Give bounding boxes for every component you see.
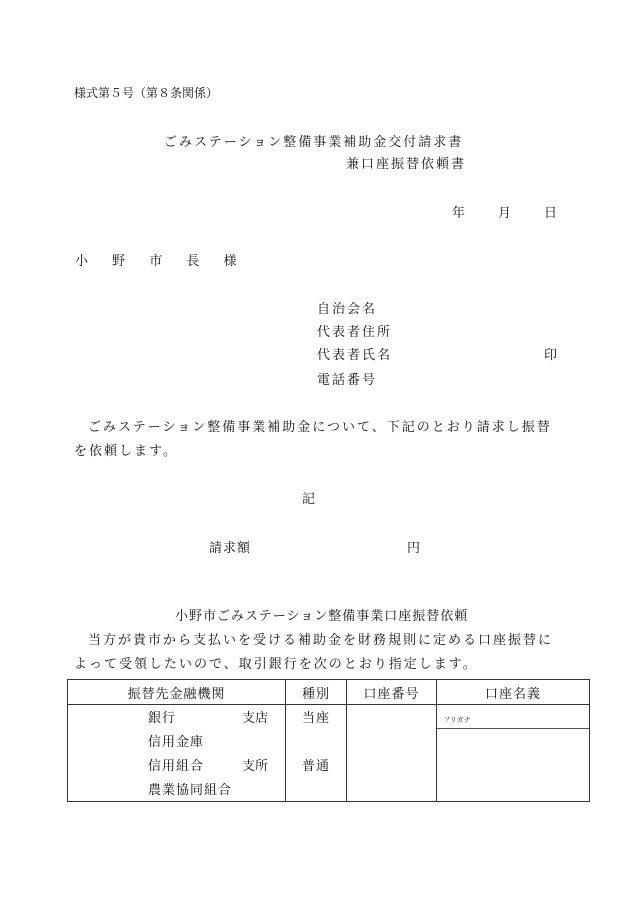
account-table	[67, 679, 590, 802]
inst-shinkumi-branch: 支所	[242, 759, 269, 774]
form-subtitle: 兼口座振替依頼書	[346, 157, 467, 172]
furigana-label: フリガナ	[443, 716, 471, 724]
inst-shinkumi: 信用組合	[148, 759, 205, 774]
ki-label: 記	[302, 492, 316, 507]
transfer-heading: 小野市ごみステーション整備事業口座振替依頼	[175, 609, 469, 624]
rep-name-label: 代表者氏名	[317, 348, 393, 363]
rep-address-label: 代表者住所	[317, 325, 393, 340]
account-table-header	[68, 680, 590, 705]
form-number: 様式第５号（第８条関係）	[74, 86, 219, 100]
inst-bank: 銀行	[148, 711, 177, 726]
transfer-text-line1: 当方が貴市から支払いを受ける補助金を財務規則に定める口座振替に	[88, 633, 554, 648]
form-title: ごみステーション整備事業補助金交付請求書	[164, 135, 464, 150]
amount-unit: 円	[407, 541, 421, 556]
assoc-name-label: 自治会名	[317, 302, 378, 317]
type-cell	[286, 705, 347, 802]
seal-mark: 印	[544, 348, 558, 363]
request-text-line1: ごみステーション整備事業補助金について、下記のとおり請求し振替	[88, 420, 552, 435]
transfer-text-line2: よって受領したいので、取引銀行を次のとおり指定します。	[74, 657, 478, 672]
date-month-label: 月	[498, 206, 512, 221]
account-table-row	[68, 705, 590, 802]
phone-label: 電話番号	[317, 373, 378, 388]
header-account-holder: 口座名義	[437, 680, 590, 705]
inst-ja: 農業協同組合	[148, 783, 233, 798]
date-day-label: 日	[544, 206, 558, 221]
account-holder-cell	[437, 705, 590, 802]
type-ordinary: 普通	[302, 759, 331, 774]
request-text-line2: を依頼します。	[74, 444, 178, 459]
inst-shinkin: 信用金庫	[148, 735, 205, 750]
addressee: 小 野 市 長 様	[75, 254, 247, 269]
amount-label: 請求額	[209, 541, 252, 556]
header-account-number: 口座番号	[347, 680, 437, 705]
type-current: 当座	[302, 711, 331, 726]
account-number-cell	[347, 705, 437, 802]
institution-cell	[68, 705, 286, 802]
furigana-divider	[437, 728, 589, 729]
header-institution: 振替先金融機関	[68, 680, 286, 705]
date-year-label: 年	[452, 206, 466, 221]
header-type: 種別	[286, 680, 347, 705]
inst-bank-branch: 支店	[242, 711, 269, 726]
